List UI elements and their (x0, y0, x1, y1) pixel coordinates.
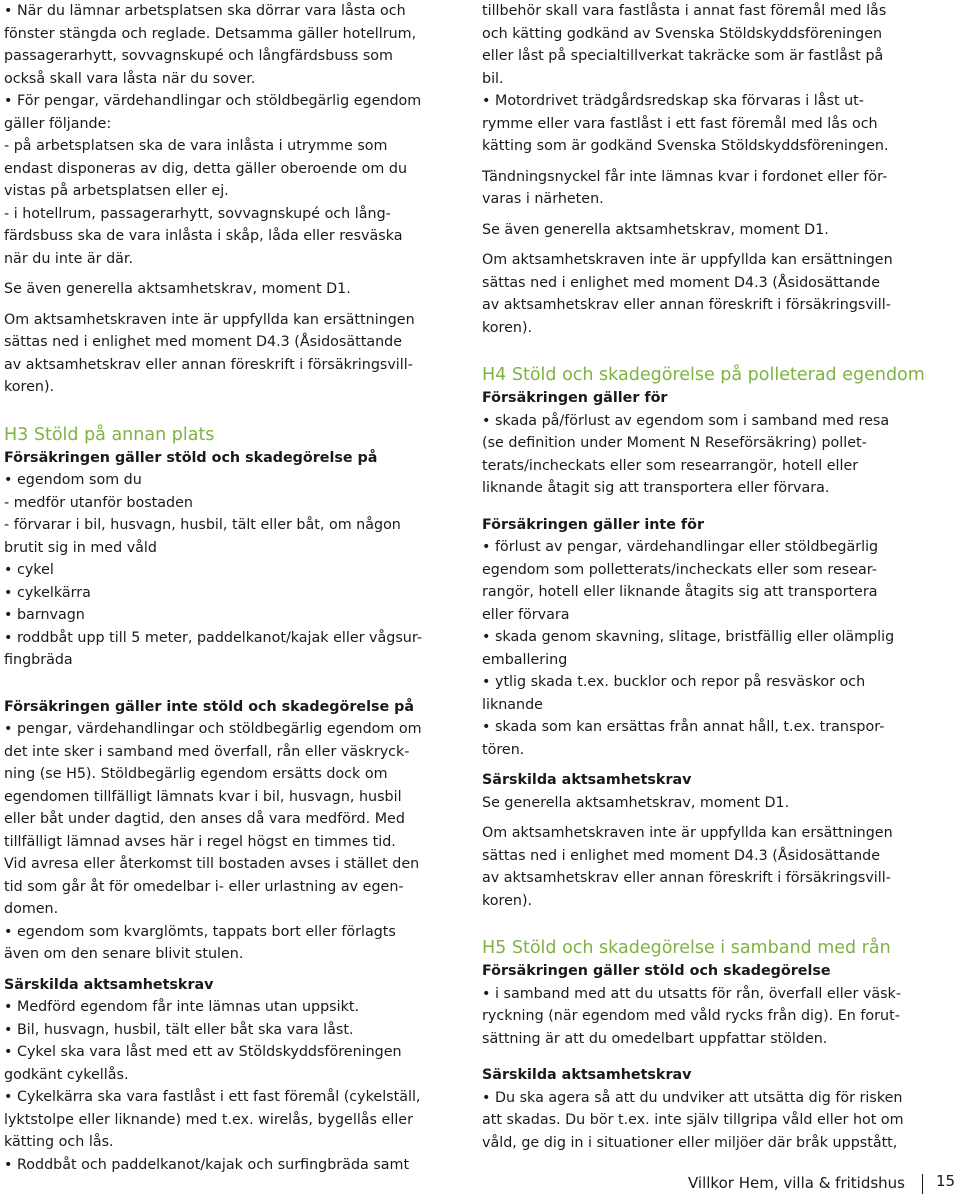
text-line: koren). (482, 319, 533, 336)
text-line: - medför utanför bostaden (4, 494, 193, 511)
spacer (482, 241, 944, 249)
text-line: terats/incheckats eller som researrangör, hotell eller (482, 457, 859, 474)
subheading: Särskilda aktsamhetskrav (482, 1067, 692, 1083)
text-line: tid som går åt för omedelbar i- eller urlastning av egen- (4, 878, 404, 895)
text-line: sättas ned i enlighet med moment D4.3 (Åsidosättande (482, 274, 881, 291)
text-line: • skada på/förlust av egendom som i samband med resa (482, 412, 890, 429)
text-line: färdsbuss ska de vara inlåsta i skåp, låda eller resväska (4, 228, 403, 244)
text-line: • När du lämnar arbetsplatsen ska dörrar vara låsta och (4, 3, 406, 19)
text-line: sättas ned i enlighet med moment D4.3 (Åsidosättande (482, 847, 881, 864)
text-line: • skada genom skavning, slitage, bristfällig eller olämplig (482, 629, 895, 645)
text-line: • Medförd egendom får inte lämnas utan uppsikt. (4, 999, 359, 1015)
text-line: • skada som kan ersättas från annat håll, t.ex. transpor- (482, 719, 885, 735)
text-line: sättas ned i enlighet med moment D4.3 (Åsidosättande (4, 334, 403, 350)
text-line: • ytlig skada t.ex. bucklor och repor på resväskor och (482, 674, 866, 690)
text-line: • i samband med att du utsatts för rån, överfall eller väsk- (482, 985, 901, 1002)
subheading: Särskilda aktsamhetskrav (4, 976, 214, 993)
text-line: - förvarar i bil, husvagn, husbil, tält eller båt, om någon (4, 517, 401, 533)
text-line: också skall vara låsta när du sover. (4, 70, 256, 87)
spacer (482, 211, 944, 219)
text-line: av aktsamhetskrav eller annan föreskrift i försäkringsvill- (482, 870, 891, 886)
text-line: egendomen tillfälligt lämnats kvar i bil, husvagn, husbil (4, 788, 402, 805)
text-line: det inte sker i samband med överfall, rån eller väskryck- (4, 743, 410, 760)
text-line: lyktstolpe eller liknande) med t.ex. wirelås, bygellås eller (4, 1111, 413, 1128)
spacer (4, 399, 454, 423)
text-line: kätting som är godkänd Svenska Stöldskyddsföreningen. (482, 138, 889, 154)
spacer (482, 761, 944, 769)
spacer (482, 912, 944, 936)
text-line: ryckning (när egendom med våld rycks från dig). En forut- (482, 1008, 900, 1024)
subheading: Försäkringen gäller för (482, 390, 668, 406)
text-line: av aktsamhetskrav eller annan föreskrift i försäkringsvill- (4, 356, 413, 373)
section-heading: H4 Stöld och skadegörelse på polleterad egendom (482, 365, 925, 385)
text-line: tillbehör skall vara fastlåsta i annat fast föremål med lås (482, 3, 887, 19)
spacer (4, 270, 454, 278)
text-line: brutit sig in med våld (4, 539, 157, 556)
spacer (4, 672, 454, 696)
text-line: • cykelkärra (4, 584, 91, 601)
page-number: 15 (936, 1172, 956, 1190)
text-line: Se även generella aktsamhetskrav, moment D1. (482, 221, 829, 238)
text-line: att skadas. Du bör t.ex. inte själv tillgripa våld eller hot om (482, 1112, 904, 1128)
text-line: • förlust av pengar, värdehandlingar eller stöldbegärlig (482, 539, 879, 555)
text-line: endast disponeras av dig, detta gäller oberoende om du (4, 160, 408, 177)
text-line: • pengar, värdehandlingar och stöldbegärlig egendom om (4, 721, 422, 737)
text-line: av aktsamhetskrav eller annan föreskrift i försäkringsvill- (482, 297, 891, 313)
text-line: Se generella aktsamhetskrav, moment D1. (482, 794, 790, 811)
text-line: rangör, hotell eller liknande åtagits sig att transportera (482, 584, 878, 600)
text-line: rymme eller vara fastlåst i ett fast föremål med lås och (482, 115, 878, 132)
text-line: Tändningsnyckel får inte lämnas kvar i fordonet eller för- (482, 168, 888, 185)
text-line: Om aktsamhetskraven inte är uppfyllda kan ersättningen (482, 825, 893, 841)
text-line: när du inte är där. (4, 250, 134, 267)
text-line: • Du ska agera så att du undviker att utsätta dig för risken (482, 1089, 903, 1106)
spacer (4, 301, 454, 309)
text-line: • För pengar, värdehandlingar och stöldbegärlig egendom (4, 93, 422, 109)
text-line: eller båt under dagtid, den anses då vara medförd. Med (4, 811, 405, 827)
text-line: - på arbetsplatsen ska de vara inlåsta i utrymme som (4, 138, 388, 154)
text-line: emballering (482, 651, 568, 668)
left-column (4, 0, 454, 1176)
section-heading: H3 Stöld på annan plats (4, 424, 215, 445)
text-line: våld, ge dig in i situationer eller miljöer där bråk uppstått, (482, 1134, 898, 1151)
text-line: liknande (482, 696, 543, 713)
spacer (482, 500, 944, 514)
text-line: • Roddbåt och paddelkanot/kajak och surfingbräda samt (4, 1156, 410, 1173)
right-column (482, 0, 944, 1154)
spacer (482, 339, 944, 363)
text-line: • Cykelkärra ska vara fastlåst i ett fast föremål (cykelställ, (4, 1089, 421, 1105)
text-line: Om aktsamhetskraven inte är uppfyllda kan ersättningen (4, 311, 415, 328)
text-line: godkänt cykellås. (4, 1066, 129, 1083)
text-line: (se definition under Moment N Reseförsäkring) pollet- (482, 435, 867, 451)
text-line: • Cykel ska vara låst med ett av Stöldskyddsföreningen (4, 1044, 402, 1060)
text-line: fönster stängda och reglade. Detsamma gäller hotellrum, (4, 25, 417, 42)
spacer (4, 966, 454, 974)
subheading: Försäkringen gäller stöld och skadegörelse på (4, 449, 378, 466)
spacer (482, 158, 944, 166)
text-line: koren). (482, 892, 533, 909)
text-line: eller låst på specialtillverkat takräcke som är fastlåst på (482, 48, 884, 64)
text-line: varas i närheten. (482, 191, 604, 207)
text-line: fingbräda (4, 652, 73, 668)
text-line: • roddbåt upp till 5 meter, paddelkanot/kajak eller vågsur- (4, 629, 422, 646)
text-line: egendom som polletterats/incheckats eller som resear- (482, 561, 877, 578)
text-line: ning (se H5). Stöldbegärlig egendom ersätts dock om (4, 766, 388, 782)
text-line: sättning är att du omedelbart uppfattar stölden. (482, 1030, 828, 1047)
text-line: gäller följande: (4, 115, 112, 132)
text-line: - i hotellrum, passagerarhytt, sovvagnskupé och lång- (4, 205, 391, 222)
text-line: • egendom som kvarglömts, tappats bort eller förlagts (4, 923, 396, 940)
text-line: bil. (482, 70, 504, 87)
footer-divider (922, 1174, 923, 1194)
subheading: Försäkringen gäller inte för (482, 516, 705, 533)
text-line: koren). (4, 379, 55, 395)
text-line: Se även generella aktsamhetskrav, moment D1. (4, 281, 351, 297)
text-line: • cykel (4, 562, 54, 578)
text-line: Vid avresa eller återkomst till bostaden avses i stället den (4, 856, 420, 872)
section-heading: H5 Stöld och skadegörelse i samband med rån (482, 938, 891, 958)
text-line: kätting och lås. (4, 1134, 114, 1150)
subheading: Försäkringen gäller inte stöld och skadegörelse på (4, 698, 415, 715)
text-line: tillfälligt lämnad avses här i regel högst en timmes tid. (4, 833, 396, 850)
text-line: även om den senare blivit stulen. (4, 946, 244, 962)
text-line: Om aktsamhetskraven inte är uppfyllda kan ersättningen (482, 252, 893, 268)
text-line: • Motordrivet trädgårdsredskap ska förvaras i låst ut- (482, 93, 864, 109)
text-line: • egendom som du (4, 472, 142, 488)
spacer (482, 814, 944, 822)
text-line: eller förvara (482, 606, 570, 623)
text-line: tören. (482, 741, 525, 758)
text-line: domen. (4, 901, 59, 917)
subheading: Försäkringen gäller stöld och skadegörelse (482, 963, 831, 979)
subheading: Särskilda aktsamhetskrav (482, 772, 692, 788)
text-line: • barnvagn (4, 607, 85, 623)
text-line: och kätting godkänd av Svenska Stöldskyddsföreningen (482, 25, 883, 42)
footer-document-title: Villkor Hem, villa & fritidshus (688, 1174, 905, 1192)
text-line: passagerarhytt, sovvagnskupé och långfärdsbuss som (4, 48, 393, 64)
page-footer (688, 1172, 960, 1195)
text-line: • Bil, husvagn, husbil, tält eller båt ska vara låst. (4, 1021, 354, 1038)
text-line: vistas på arbetsplatsen eller ej. (4, 183, 229, 199)
spacer (482, 1050, 944, 1064)
text-line: liknande åtagit sig att transportera eller förvara. (482, 480, 830, 496)
